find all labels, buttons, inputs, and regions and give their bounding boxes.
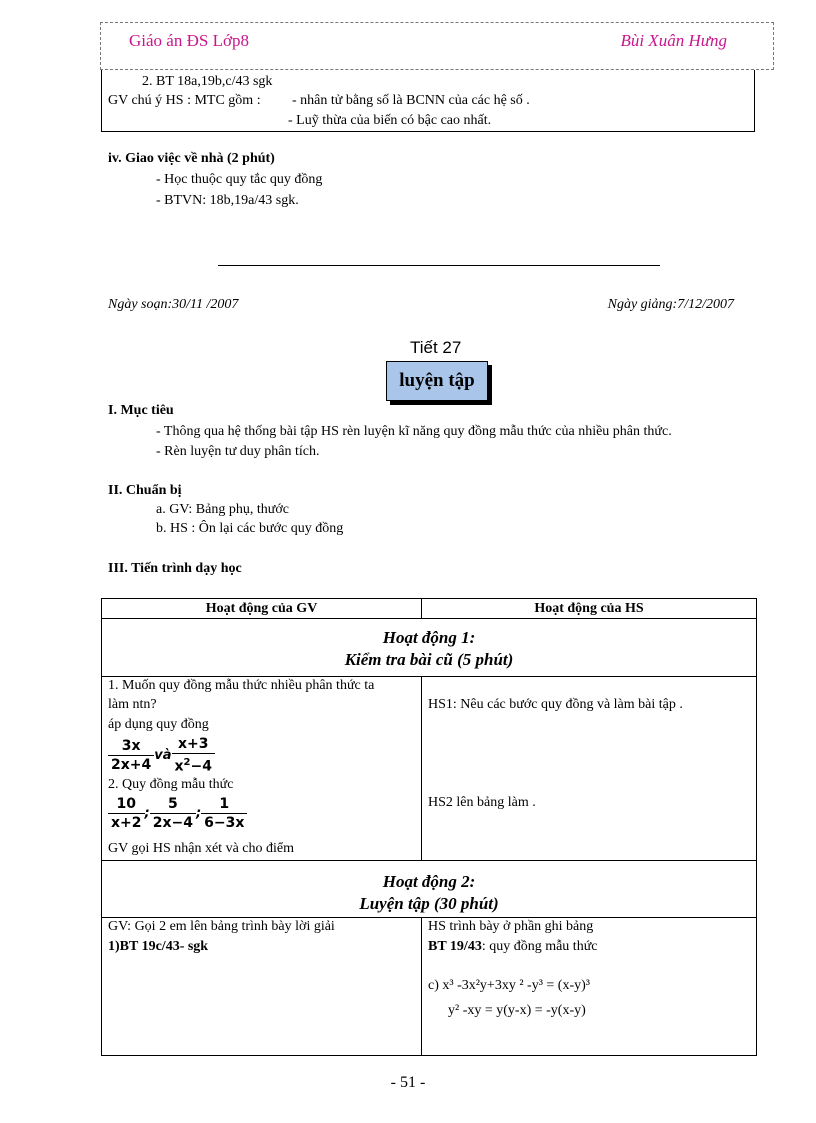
table-header-hs: Hoạt động của HS: [422, 599, 757, 619]
hs-equation-1: c) x³ -3x²y+3xy ² -y³ = (x-y)³: [428, 978, 590, 993]
activity-1-heading: [102, 619, 757, 677]
lesson-table: [101, 598, 757, 1056]
lesson-number: Tiết 27: [410, 338, 462, 357]
page-number: - 51 -: [390, 1074, 426, 1091]
header-subject: Giáo án ĐS Lớp8: [129, 31, 249, 50]
table-header-gv: Hoạt động của GV: [102, 599, 422, 619]
fraction-separator: ;: [195, 806, 202, 821]
activity-2-title: Hoạt động 2:: [382, 872, 476, 891]
fraction-5: $\frac{1}{6-3x}$: [201, 795, 247, 832]
fraction-separator: ;: [144, 806, 150, 821]
continued-box: [101, 70, 755, 132]
header-author: Bùi Xuân Hưng: [620, 31, 727, 50]
hs-exercise-line: BT 19/43: quy đồng mẫu thức: [428, 939, 598, 954]
fraction-and: và: [154, 747, 172, 763]
fraction-3: $\frac{10}{x+2}$: [108, 795, 145, 832]
homework-item: - Học thuộc quy tắc quy đồng: [156, 172, 323, 187]
activity-1-hs-cell: [422, 677, 757, 861]
objective-item: - Rèn luyện tư duy phân tích.: [156, 444, 320, 459]
activity-2-gv-cell: [102, 918, 422, 1056]
fraction-4: $\frac{5}{2x-4}$: [150, 795, 196, 832]
fractions-pair: [108, 735, 215, 776]
continued-line-2: GV chú ý HS : MTC gồm :: [108, 93, 261, 108]
divider-line: [218, 265, 660, 266]
fraction-2: $\frac{x+3}{x^2-4}$: [172, 735, 215, 776]
prep-date: Ngày soạn:30/11 /2007: [108, 297, 239, 312]
process-title: III. Tiến trình dạy học: [108, 561, 242, 576]
fraction-1: $\frac{3x}{2x+4}$: [108, 737, 154, 774]
continued-line-2-note: - nhân tử bằng số là BCNN của các hệ số .: [292, 93, 530, 108]
objectives-title: I. Mục tiêu: [108, 403, 174, 418]
preparation-item: b. HS : Ôn lại các bước quy đồng: [156, 521, 344, 536]
gv-exercise: 1)BT 19c/43- sgk: [108, 939, 209, 954]
gv-closing: GV gọi HS nhận xét và cho điểm: [108, 841, 294, 856]
gv-question-1b: làm ntn?: [108, 697, 157, 712]
continued-line-3: - Luỹ thừa của biến có bậc cao nhất.: [288, 113, 492, 128]
activity-1-subtitle: Kiểm tra bài cũ (5 phút): [344, 650, 514, 669]
teach-date: Ngày giảng:7/12/2007: [607, 297, 734, 312]
continued-line-1: 2. BT 18a,19b,c/43 sgk: [142, 74, 273, 89]
preparation-item: a. GV: Bảng phụ, thước: [156, 502, 289, 517]
gv-apply: áp dụng quy đồng: [108, 717, 209, 732]
activity-1-gv-cell: [102, 677, 422, 861]
activity-1-title: Hoạt động 1:: [382, 628, 476, 647]
fractions-triple: [108, 795, 247, 832]
homework-item: - BTVN: 18b,19a/43 sgk.: [156, 193, 299, 208]
gv-instruction: GV: Gọi 2 em lên bảng trình bày lời giải: [108, 919, 335, 934]
page-header: [100, 22, 774, 70]
activity-2-subtitle: Luyện tập (30 phút): [359, 894, 499, 913]
gv-question-2: 2. Quy đồng mẫu thức: [108, 777, 234, 792]
preparation-title: II. Chuẩn bị: [108, 483, 182, 498]
objective-item: - Thông qua hệ thống bài tập HS rèn luyện kĩ năng quy đồng mẫu thức của nhiều phân thức.: [156, 424, 672, 439]
hs-board-note: HS trình bày ở phần ghi bảng: [428, 919, 594, 934]
homework-title: iv. Giao việc về nhà (2 phút): [108, 151, 275, 166]
lesson-title-box: [386, 361, 488, 401]
hs2-answer: HS2 lên bảng làm .: [428, 795, 536, 810]
hs1-answer: HS1: Nêu các bước quy đồng và làm bài tập .: [428, 697, 683, 712]
activity-2-hs-cell: [422, 918, 757, 1056]
hs-equation-2: y² -xy = y(y-x) = -y(x-y): [448, 1003, 586, 1018]
lesson-title: luyện tập: [399, 370, 475, 391]
gv-question-1: 1. Muốn quy đồng mẫu thức nhiều phân thức ta: [108, 678, 375, 693]
activity-2-heading: [102, 861, 757, 918]
